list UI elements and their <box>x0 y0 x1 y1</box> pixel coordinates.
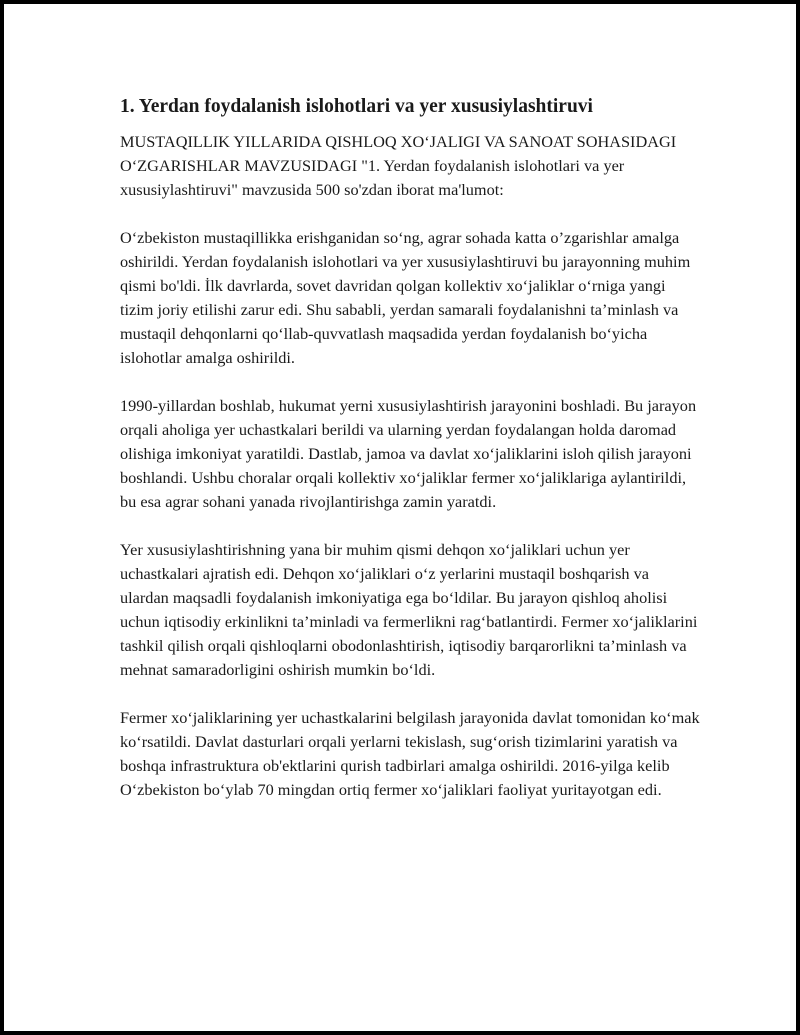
body-paragraph: O‘zbekiston mustaqillikka erishganidan so‘ng, agrar sohada katta o’zgarishlar amalga oshirildi. Yerdan foydalanish islohotlari va yer xususiylashtiruvi bu jarayonning muhim qismi bo'ldi. İlk davrlarda, sovet davridan qolgan kollektiv xo‘jaliklar o‘rniga yangi tizim joriy etilishi zarur edi. Shu sababli, yerdan samarali foydalanishni ta’minlash va mustaqil dehqonlarni qo‘llab-quvvatlash maqsadida yerdan foydalanish bo‘yicha islohotlar amalga oshirildi. <box>120 228 691 367</box>
body-paragraph: 1990-yillardan boshlab, hukumat yerni xususiylashtirish jarayonini boshladi. Bu jarayon orqali aholiga yer uchastkalari berildi va ularning yerdan foydalangan holda daromad olishiga imkoniyat yaratildi. Dastlab, jamoa va davlat xo‘jaliklarini isloh qilish jarayoni boshlandi. Ushbu choralar orqali kollektiv xo‘jaliklar fermer xo‘jaliklariga aylantirildi, bu esa agrar sohani yanada rivojlantirishga zamin yaratdi. <box>120 396 697 511</box>
body-paragraph: Fermer xo‘jaliklarining yer uchastkalarini belgilash jarayonida davlat tomonidan ko‘mak ko‘rsatildi. Davlat dasturlari orqali yerlarni tekislash, sug‘orish tizimlarini yaratish va boshqa infrastruktura ob'ektlarini qurish tadbirlari amalga oshirildi. 2016-yilga kelib O‘zbekiston bo‘ylab 70 mingdan ortiq fermer xo‘jaliklari faoliyat yuritayotgan edi. <box>120 708 700 799</box>
document-body <box>120 92 700 826</box>
body-paragraph: Yer xususiylashtirishning yana bir muhim qismi dehqon xo‘jaliklari uchun yer uchastkalari ajratish edi. Dehqon xo‘jaliklari o‘z yerlarini mustaqil boshqarish va ulardan maqsadli foydalanish imkoniyatiga ega bo‘ldilar. Bu jarayon qishloq aholisi uchun iqtisodiy erkinlikni ta’minladi va fermerlikni rag‘batlantirdi. Fermer xo‘jaliklarini tashkil qilish orqali qishloqlarni obodonlashtirish, iqtisodiy barqarorlikni ta’minlash va mehnat samaradorligini oshirish mumkin bo‘ldi. <box>120 540 698 679</box>
section-heading: 1. Yerdan foydalanish islohotlari va yer xususiylashtiruvi <box>120 96 593 117</box>
intro-paragraph: MUSTAQILLIK YILLARIDA QISHLOQ XO‘JALIGI VA SANOAT SOHASIDAGI O‘ZGARISHLAR MAVZUSIDAGI "1. Yerdan foydalanish islohotlari va yer xususiylashtiruvi" mavzusida 500 so'zdan iborat ma'lumot: <box>120 132 677 199</box>
